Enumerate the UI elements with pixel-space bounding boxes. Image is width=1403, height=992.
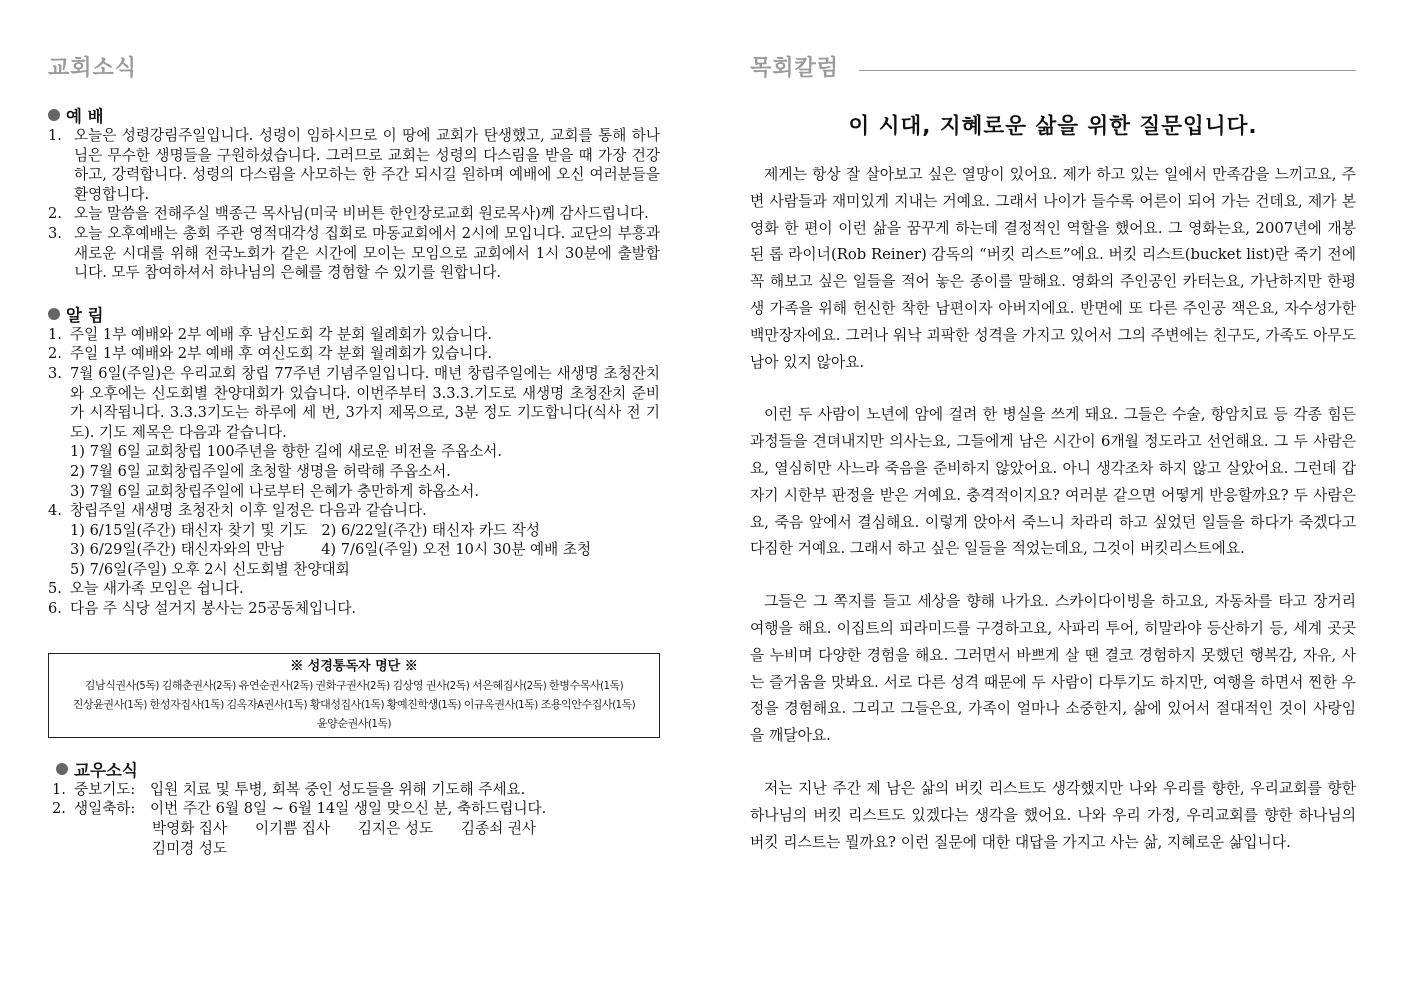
birthday-names: 박영화 집사 이기쁨 집사 김지은 성도 김종쇠 권사 xyxy=(152,819,537,837)
item-text: 다음 주 식당 설거지 봉사는 25공동체입니다. xyxy=(70,600,357,618)
item-text: 오늘 새가족 모임은 쉽니다. xyxy=(70,580,244,598)
bible-reader-line: 김남식권사(5독) 김해춘권사(2독) 유연순권사(2독) 권화구권사(2독) 김상영 권사(2독) 서은혜집사(2독) 한병수목사(1독) xyxy=(84,678,624,692)
bullet-icon xyxy=(56,763,68,775)
bullet-icon xyxy=(48,109,60,121)
list-item xyxy=(48,344,660,364)
bible-box-title: ※ 성경통독자 명단 ※ xyxy=(290,658,418,674)
item-number: 3. xyxy=(48,364,62,382)
worship-list xyxy=(48,126,660,283)
item-text: 입원 치료 및 투병, 회복 중인 성도들을 위해 기도해 주세요. xyxy=(150,780,526,798)
column-header xyxy=(750,48,1356,88)
item-text: 주일 1부 예배와 2부 예배 후 남신도회 각 분회 월례회가 있습니다. xyxy=(70,325,493,343)
column-paragraph: 저는 지난 주간 제 남은 삶의 버킷 리스트도 생각했지만 나와 우리를 향한, 우리교회를 향한 하나님의 버킷 리스트도 있겠다는 생각을 했어요. 나와 우리 가정, 우리교회를 향한 하나님의 버킷 리스트는 뭘까요? 이런 질문에 대한 대답을 가지고 사는 삶, 지혜로운 삶입니다. xyxy=(750,779,1356,851)
list-item xyxy=(48,780,660,800)
item-text: 오늘은 성령강림주일입니다. 성령이 임하시므로 이 땅에 교회가 탄생했고, 교회를 통해 하나님은 무수한 생명들을 구원하셨습니다. 그러므로 교회는 성령의 다스림을 받을 때 가장 건강하고, 강력합니다. 성령의 다스림을 사모하는 한 주간 되시길 원하며 예배에 오신 여러분들을 환영합니다. xyxy=(74,127,660,203)
list-item xyxy=(48,325,660,345)
item-text: 이번 주간 6월 8일 ~ 6월 14일 생일 맞으신 분, 축하드립니다. xyxy=(150,800,547,818)
item-number: 1. xyxy=(48,325,62,343)
list-item xyxy=(48,126,660,204)
item-text: 오늘 말씀을 전해주실 백종근 목사님(미국 비버튼 한인장로교회 원로목사)께 감사드립니다. xyxy=(74,205,649,223)
column-paragraph: 그들은 그 쪽지를 들고 세상을 향해 나가요. 스카이다이빙을 하고요, 자동차를 타고 장거리 여행을 해요. 이집트의 피라미드를 구경하고요, 사파리 투어, 히말라야 등산하기 등, 세계 곳곳을 누비며 다양한 경험을 해요. 그러면서 바쁘게 살 땐 결코 경험하지 못했던 행복감, 자유, 사는 즐거움을 맛봐요. 서로 다른 성격 때문에 두 사람이 다투기도 하지만, 여행을 하면서 찐한 우정을 경험해요. 그리고 그들은요, 가족이 얼마나 소중한지, 삶에 있어서 절대적인 것이 사랑임을 깨달아요. xyxy=(750,593,1356,745)
birthday-names: 김미경 성도 xyxy=(152,839,228,857)
item-number: 6. xyxy=(48,600,62,618)
worship-heading-label: 예 배 xyxy=(66,107,104,126)
bible-reader-box xyxy=(48,653,660,738)
item-label: 생일축하: xyxy=(74,800,136,818)
bible-reader-line: 윤양순권사(1독) xyxy=(316,716,392,730)
section-title-church-news: 교회소식 xyxy=(48,55,138,81)
section-title-pastor-column: 목회칼럼 xyxy=(750,55,840,81)
list-item xyxy=(48,799,660,819)
bullet-icon xyxy=(48,308,60,320)
prayer-topic: 2) 7월 6일 교회창립주일에 초청할 생명을 허락해 주옵소서. xyxy=(70,462,451,480)
column-paragraph: 제게는 항상 잘 살아보고 싶은 열망이 있어요. 제가 하고 있는 일에서 만족감을 느끼고요, 주변 사람들과 재미있게 지내는 거예요. 그래서 나이가 들수록 어른이 되어 가는 건데요, 제가 본 영화 한 편이 이런 삶을 꿈꾸게 하는데 결정적인 역할을 했어요. 그 영화는요, 2007년에 개봉된 롭 라이너(Rob Reiner) 감독의 “버킷 리스트”에요. 버킷 리스트(bucket list)란 죽기 전에 꼭 해보고 싶은 일들을 적어 놓은 종이를 말해요. 영화의 주인공인 카터는요, 가난하지만 한평생 가족을 위해 헌신한 착한 남편이자 아버지에요. 반면에 또 다른 주인공 잭은요, 자수성가한 백만장자에요. 그러나 워낙 괴팍한 성격을 가지고 있어서 그의 주변에는 친구도, 가족도 아무도 남아 있지 않아요. xyxy=(750,166,1357,371)
prayer-topic: 1) 7월 6일 교회창립 100주년을 향한 길에 새로운 비전을 주옵소서. xyxy=(70,443,503,461)
item-number: 5. xyxy=(48,580,62,598)
prayer-topic: 3) 7월 6일 교회창립주일에 나로부터 은혜가 충만하게 하옵소서. xyxy=(70,482,480,500)
item-number: 1. xyxy=(52,780,66,798)
list-item xyxy=(48,579,660,599)
column-paragraph: 이런 두 사람이 노년에 암에 걸려 한 병실을 쓰게 돼요. 그들은 수술, 항암치료 등 각종 힘든 과정들을 견뎌내지만 의사는요, 그들에게 남은 시간이 6개월 정도라고 선언해요. 그 두 사람은요, 열심히만 사느라 죽음을 준비하지 않았어요. 아니 생각조차 하지 않고 살았어요. 그런데 갑자기 시한부 판정을 받은 거예요. 충격적이지요? 여러분 같으면 어떻게 반응할까요? 두 사람은요, 죽음 앞에서 결심해요. 이렇게 앉아서 죽느니 차라리 하고 싶었던 일들을 하다가 죽겠다고 다짐한 거예요. 그래서 하고 싶은 일들을 적었는데요, 그것이 버킷리스트에요. xyxy=(750,406,1356,558)
column-title: 이 시대, 지혜로운 삶을 위한 질문입니다. xyxy=(848,114,1258,139)
item-text: 7월 6일(주일)은 우리교회 창립 77주년 기념주일입니다. 매년 창립주일에는 새생명 초청잔치와 오후에는 신도회별 찬양대회가 있습니다. 이번주부터 3.3.3.기도로 새생명 초청잔치 준비가 시작됩니다. 3.3.3기도는 하루에 세 번, 3가지 제목으로, 3분 정도 기도합니다(식사 전 기도). 기도 제목은 다음과 같습니다. xyxy=(70,364,660,441)
list-item xyxy=(48,364,660,442)
item-label: 중보기도: xyxy=(74,780,136,798)
notices-heading xyxy=(48,303,660,325)
item-number: 3. xyxy=(48,224,62,242)
list-item xyxy=(48,224,660,283)
church-news-column xyxy=(48,48,660,859)
members-heading xyxy=(48,758,660,780)
item-number: 2. xyxy=(52,800,66,818)
members-heading-label: 교우소식 xyxy=(74,760,138,780)
list-item xyxy=(48,501,660,521)
item-number: 2. xyxy=(48,345,62,363)
item-number: 1. xyxy=(48,127,62,144)
item-number: 4. xyxy=(48,502,62,520)
header-divider xyxy=(859,70,1356,71)
list-item xyxy=(48,599,660,619)
worship-heading xyxy=(48,104,660,126)
item-text: 주일 1부 예배와 2부 예배 후 여신도회 각 분회 월례회가 있습니다. xyxy=(70,345,493,363)
members-list xyxy=(48,780,660,859)
schedule-line: 5) 7/6일(주일) 오후 2시 신도회별 찬양대회 xyxy=(70,560,350,578)
item-text: 창립주일 새생명 초청잔치 이후 일정은 다음과 같습니다. xyxy=(70,502,427,520)
item-text: 오늘 오후예배는 총회 주관 영적대각성 집회로 마동교회에서 2시에 모입니다. 교단의 부흥과 새로운 시대를 위해 전국노회가 같은 시간에 모이는 모임으로 교회에서 1시 30분에 출발합니다. 모두 참여하셔서 하나님의 은혜를 경험할 수 있기를 원합니다. xyxy=(74,224,660,282)
notices-heading-label: 알 림 xyxy=(66,305,104,325)
bible-reader-line: 진상윤권사(1독) 한성자집사(1독) 김옥자A권사(1독) 황대성집사(1독) 황예진학생(1독) 이규옥권사(1독) 조용익안수집사(1독) xyxy=(72,697,636,711)
item-number: 2. xyxy=(48,205,62,223)
pastor-column xyxy=(750,48,1356,856)
column-body xyxy=(750,162,1356,856)
notices-list xyxy=(48,325,660,443)
schedule-line: 1) 6/15일(주간) 태신자 찾기 및 기도 2) 6/22일(주간) 태신자 카드 작성 xyxy=(70,521,540,539)
schedule-line: 3) 6/29일(주간) 태신자와의 만남 4) 7/6일(주일) 오전 10시 30분 예배 초청 xyxy=(70,541,592,559)
list-item xyxy=(48,204,660,224)
